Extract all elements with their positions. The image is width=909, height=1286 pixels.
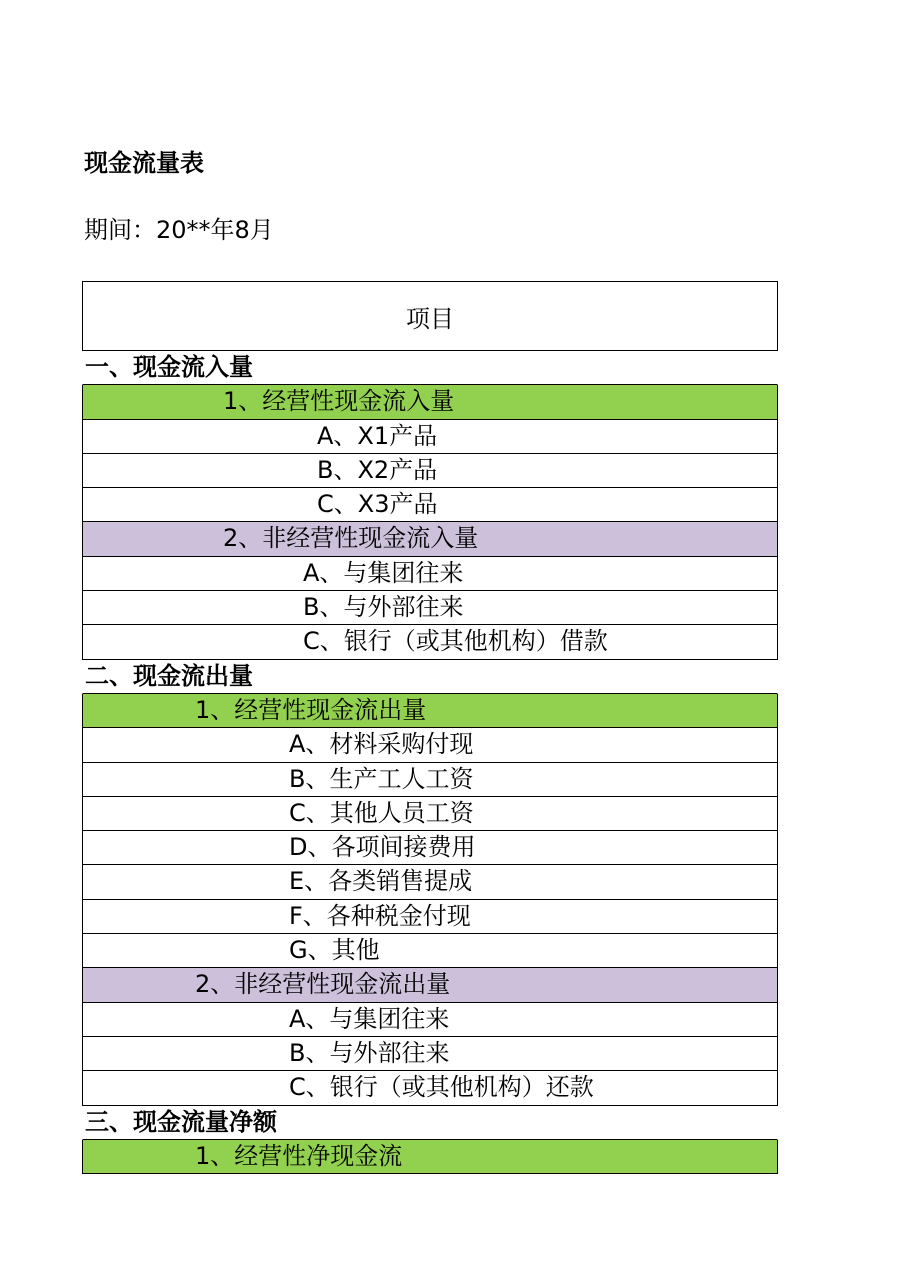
table-row: A、与集团往来 bbox=[82, 557, 778, 591]
table-row: C、银行（或其他机构）借款 bbox=[82, 625, 778, 659]
table-row: E、各类销售提成 bbox=[82, 865, 778, 899]
group-non-operating-outflow: 2、非经营性现金流出量 bbox=[82, 968, 778, 1002]
report-title: 现金流量表 bbox=[84, 149, 204, 177]
group-operating-net-flow: 1、经营性净现金流 bbox=[82, 1140, 778, 1174]
table-row: A、材料采购付现 bbox=[82, 728, 778, 762]
group-operating-inflow: 1、经营性现金流入量 bbox=[82, 385, 778, 419]
cash-flow-table bbox=[82, 281, 778, 1174]
section-net-cash-flow: 三、现金流量净额 bbox=[82, 1106, 778, 1140]
table-row: F、各种税金付现 bbox=[82, 900, 778, 934]
table-row: B、与外部往来 bbox=[82, 1037, 778, 1071]
group-non-operating-inflow: 2、非经营性现金流入量 bbox=[82, 522, 778, 556]
table-row: B、与外部往来 bbox=[82, 591, 778, 625]
table-row: C、银行（或其他机构）还款 bbox=[82, 1071, 778, 1105]
table-row: B、X2产品 bbox=[82, 454, 778, 488]
table-row: B、生产工人工资 bbox=[82, 763, 778, 797]
table-row: A、与集团往来 bbox=[82, 1003, 778, 1037]
table-row: C、X3产品 bbox=[82, 488, 778, 522]
report-period: 期间：20**年8月 bbox=[84, 216, 274, 244]
section-cash-inflow: 一、现金流入量 bbox=[82, 351, 778, 385]
table-row: A、X1产品 bbox=[82, 420, 778, 454]
table-row: G、其他 bbox=[82, 934, 778, 968]
group-operating-outflow: 1、经营性现金流出量 bbox=[82, 694, 778, 728]
table-row: D、各项间接费用 bbox=[82, 831, 778, 865]
table-header-item: 项目 bbox=[82, 281, 778, 351]
section-cash-outflow: 二、现金流出量 bbox=[82, 660, 778, 694]
table-row: C、其他人员工资 bbox=[82, 797, 778, 831]
